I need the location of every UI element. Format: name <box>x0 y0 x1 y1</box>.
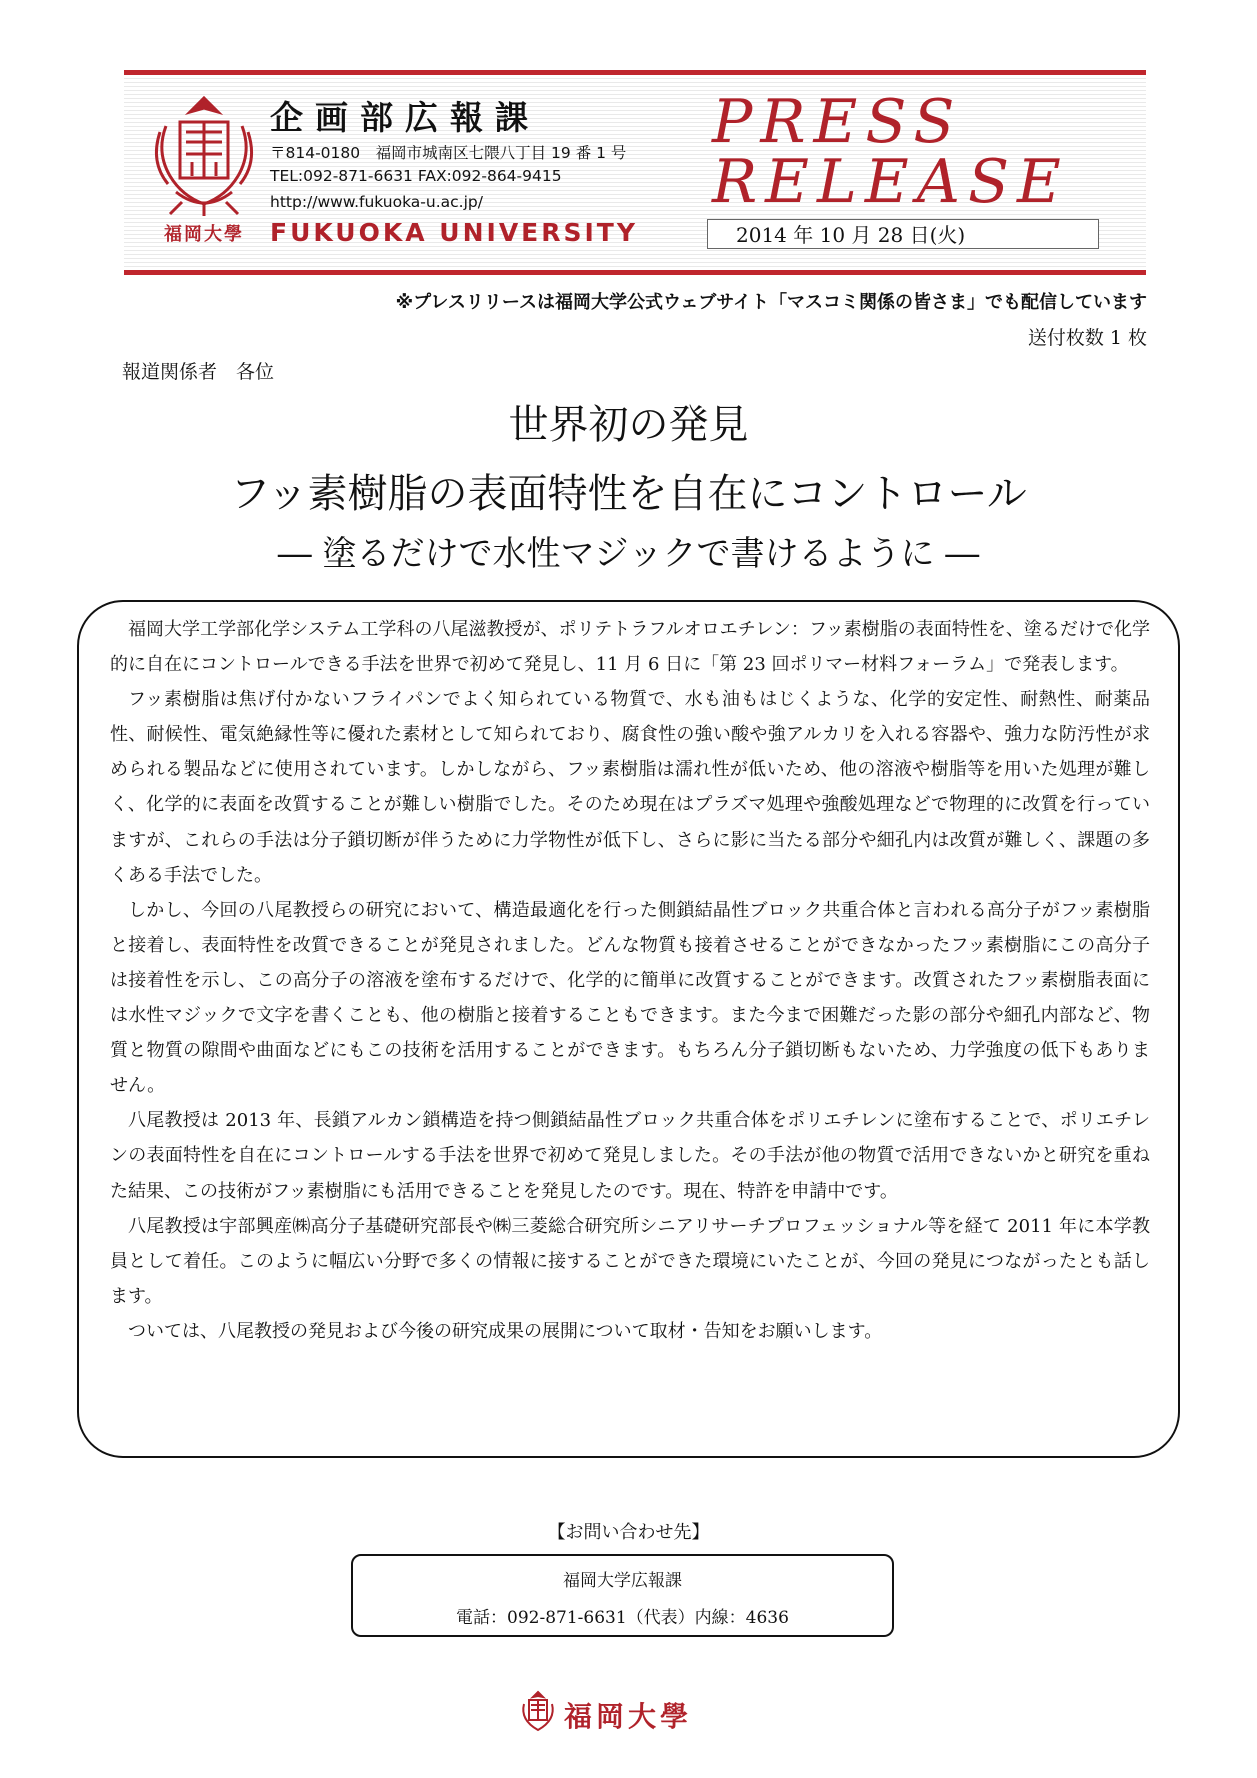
footer-crest-icon <box>518 1690 558 1734</box>
distribution-notice: ※プレスリリースは福岡大学公式ウェブサイト「マスコミ関係の皆さま」でも配信しています <box>395 292 1147 313</box>
subtitle: ― 塗るだけで水性マジックで書けるように ― <box>277 534 980 574</box>
body-paragraph: フッ素樹脂は焦げ付かないフライパンでよく知られている物質で、水も油もはじくような、化学的安定性、耐熱性、耐薬品性、耐候性、電気絶縁性等に優れた素材として知られており、腐食性の強い酸や強アルカリを入れる容器や、強力な防汚性が求められる製品などに使用されています。しかしながら、フッ素樹脂は濡れ性が低いため、他の溶液や樹脂等を用いた処理が難しく、化学的に表面を改質することが難しい樹脂でした。そのため現在はプラズマ処理や強酸処理などで物理的に改質を行っていますが、これらの手法は分子鎖切断が伴うために力学物性が低下し、さらに影に当たる部分や細孔内は改質が難しく、課題の多くある手法でした。 <box>110 689 1150 886</box>
department-name: 企画部広報課 <box>270 98 540 137</box>
contact-box <box>351 1554 894 1637</box>
press-line2: RELEASE <box>712 147 1069 217</box>
body-paragraph: 八尾教授は 2013 年、長鎖アルカン鎖構造を持つ側鎖結晶性ブロック共重合体をポリエチレンに塗布することで、ポリエチレンの表面特性を自在にコントロールする手法を世界で初めて発見しました。その手法が他の物質で活用できないかと研究を重ねた結果、この技術がフッ素樹脂にも活用できることを発見したのです。現在、特許を申請中です。 <box>110 1110 1150 1202</box>
body-paragraph: 八尾教授は宇部興産㈱高分子基礎研究部長や㈱三菱総合研究所シニアリサーチプロフェッショナル等を経て 2011 年に本学教員として着任。このように幅広い分野で多くの情報に接することができた環境にいたことが、今回の発見につながったとも話します。 <box>110 1215 1150 1307</box>
page-count: 送付枚数 1 枚 <box>1027 327 1147 349</box>
press-line1: PRESS <box>712 87 963 157</box>
university-name: FUKUOKA UNIVERSITY <box>270 218 638 247</box>
contact-name: 福岡大学広報課 <box>563 1571 682 1591</box>
release-date: 2014 年 10 月 28 日(火) <box>707 219 1099 249</box>
postal-address: 〒814-0180 福岡市城南区七隈八丁目 19 番 1 号 <box>270 144 627 162</box>
tel-fax: TEL:092-871-6631 FAX:092-864-9415 <box>270 167 562 185</box>
body-paragraph: しかし、今回の八尾教授らの研究において、構造最適化を行った側鎖結晶性ブロック共重合体と言われる高分子がフッ素樹脂と接着し、表面特性を改質できることが発見されました。どんな物質も接着させることができなかったフッ素樹脂にこの高分子は接着性を示し、この高分子の溶液を塗布するだけで、化学的に簡単に改質することができます。改質されたフッ素樹脂表面には水性マジックで文字を書くことも、他の樹脂と接着することもできます。また今まで困難だった影の部分や細孔内部など、物質と物質の隙間や曲面などにもこの技術を活用することができます。もちろん分子鎖切断もないため、力学強度の低下もありません。 <box>110 899 1150 1097</box>
university-crest-icon <box>146 92 262 218</box>
website-url[interactable]: http://www.fukuoka-u.ac.jp/ <box>270 193 483 211</box>
addressee: 報道関係者 各位 <box>122 361 275 383</box>
title-line-2: フッ素樹脂の表面特性を自在にコントロール <box>230 471 1027 517</box>
contact-label: 【お問い合わせ先】 <box>547 1522 710 1543</box>
crest-caption: 福岡大學 <box>164 224 244 245</box>
contact-phone: 電話：092-871-6631（代表）内線：4636 <box>456 1608 789 1628</box>
footer-university-name: 福岡大學 <box>564 1700 693 1733</box>
press-release-heading <box>712 87 1069 217</box>
body-paragraph: 福岡大学工学部化学システム工学科の八尾滋教授が、ポリテトラフルオロエチレン：フッ素樹脂の表面特性を、塗るだけで化学的に自在にコントロールできる手法を世界で初めて発見し、11 月 6 日に「第 23 回ポリマー材料フォーラム」で発表します。 <box>110 619 1150 676</box>
header-top-rule <box>124 70 1146 75</box>
header-bottom-rule <box>124 270 1146 275</box>
title-line-1: 世界初の発見 <box>508 402 749 448</box>
body-paragraph: ついては、八尾教授の発見および今後の研究成果の展開について取材・告知をお願いします。 <box>128 1320 883 1342</box>
body-text <box>110 612 1150 1349</box>
